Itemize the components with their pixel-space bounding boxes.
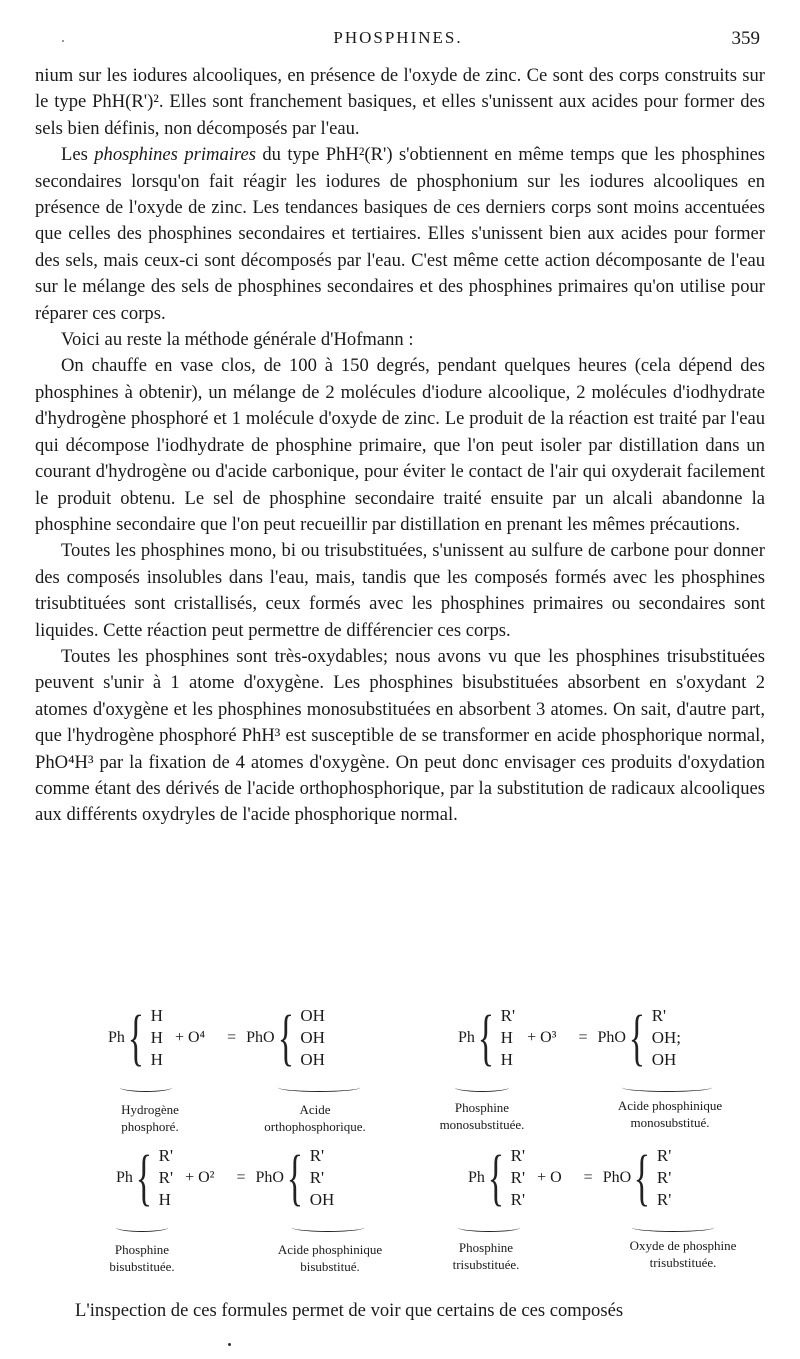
rhs-symbol: PhO	[602, 1169, 632, 1186]
lhs-groups	[497, 1005, 515, 1071]
group: H	[500, 1050, 513, 1069]
left-brace: {	[277, 1004, 294, 1072]
equals-sign: =	[578, 1029, 588, 1046]
underbrace	[116, 1223, 168, 1232]
group: R'	[656, 1146, 672, 1165]
oxygen-term: + O³	[527, 1029, 557, 1046]
paragraph-intro: Les	[61, 144, 95, 166]
group: H	[500, 1028, 513, 1047]
rhs-symbol: PhO	[246, 1029, 275, 1046]
caption	[416, 1239, 556, 1273]
group: R'	[309, 1146, 325, 1165]
caption	[72, 1241, 212, 1275]
group: R'	[656, 1190, 672, 1209]
caption	[412, 1099, 552, 1133]
left-brace: {	[628, 1004, 646, 1072]
caption-line: Oxyde de phosphine	[629, 1238, 737, 1253]
formula-block	[30, 1005, 770, 1285]
caption-line: monosubstituée.	[439, 1117, 525, 1132]
caption-line: monosubstitué.	[630, 1115, 710, 1130]
rhs-groups	[653, 1145, 671, 1211]
paragraph	[35, 142, 765, 327]
paragraph-body: du type PhH²(R') s'obtiennent en même temps que les phosphines secondaires lorsqu'on fait réagir les iodures de phosphonium sur les iodures alcooliques en présence de l'oxyde de zinc. Les tendances basiques de ces derniers corps sont moins accentuées que celles des phosphines secondaires et tertiaires. Elles s'unissent bien aux acides pour former des sels, mais ceux-ci sont décomposés par l'eau. C'est même cette action décomposante de l'eau sur le mélange des sels de phosphines secondaires et des phosphines primaires qu'on utilise pour réparer ces corps.	[35, 144, 765, 324]
group: R'	[510, 1190, 526, 1209]
chemical-equation	[458, 1005, 681, 1071]
oxygen-term: + O⁴	[174, 1029, 206, 1046]
group: R'	[158, 1168, 174, 1187]
paragraph: Toutes les phosphines sont très-oxydables; nous avons vu que les phosphines trisubstituées peuvent s'unir à 1 atome d'oxygène. Les phosphines bisubstituées absorbent en s'oxydant 2 atomes d'oxygène et les phosphines monosubstituées en absorbent 3 atomes. On sait, d'autre part, que l'hydrogène phosphoré PhH³ est susceptible de se transformer en acide phosphorique normal, PhO⁴H³ par la fixation de 4 atomes d'oxygène. On peut donc envisager ces produits d'oxydation comme étant des dérivés de l'acide orthophosphorique, par la substitution de radicaux alcooliques aux différents oxydryles de l'acide phosphorique normal.	[35, 645, 765, 826]
caption-line: Acide phosphinique	[277, 1242, 383, 1257]
lhs-symbol: Ph	[108, 1029, 125, 1046]
group: OH	[300, 1050, 325, 1069]
header-title: PHOSPHINES.	[333, 28, 463, 47]
caption-line: Phosphine	[114, 1242, 170, 1257]
left-brace: {	[127, 1004, 144, 1072]
emphasis-term: phosphines primaires	[94, 144, 256, 166]
left-brace: {	[487, 1144, 504, 1212]
page-number: 359	[731, 28, 760, 49]
underbrace	[120, 1083, 172, 1092]
rhs-groups	[648, 1005, 681, 1071]
caption-line: Acide phosphinique	[617, 1098, 723, 1113]
underbrace	[632, 1223, 714, 1232]
lhs-symbol: Ph	[116, 1169, 133, 1186]
group: R'	[158, 1146, 174, 1165]
rhs-symbol: PhO	[597, 1029, 626, 1046]
group: OH	[300, 1006, 325, 1025]
left-brace: {	[135, 1144, 152, 1212]
group: H	[150, 1006, 163, 1025]
underbrace	[455, 1083, 509, 1092]
group: R'	[309, 1168, 325, 1187]
caption-line: Acide	[299, 1102, 331, 1117]
caption	[585, 1097, 755, 1131]
underbrace	[278, 1083, 360, 1092]
group: OH;	[651, 1028, 681, 1047]
caption-line: orthophosphorique.	[264, 1119, 366, 1134]
lhs-groups	[147, 1005, 163, 1071]
caption-line: Phosphine	[454, 1100, 510, 1115]
group: R'	[651, 1006, 667, 1025]
oxygen-term: + O	[537, 1169, 562, 1186]
rhs-groups	[306, 1145, 335, 1211]
paragraph: Voici au reste la méthode générale d'Hofmann :	[61, 329, 414, 351]
caption-line: bisubstituée.	[109, 1259, 175, 1274]
paragraph: Toutes les phosphines mono, bi ou trisubstituées, s'unissent au sulfure de carbone pour donner des composés insolubles dans l'eau, mais, tandis que les composés formés avec les phosphines trisubtituées sont cristallisés, ceux formés avec les phosphines primaires ou secondaires sont liquides. Cette réaction peut permettre de différencier ces corps.	[35, 540, 765, 641]
caption-line: Phosphine	[458, 1240, 514, 1255]
caption-line: phosphoré.	[121, 1119, 179, 1134]
rhs-groups	[296, 1005, 325, 1071]
lhs-groups	[155, 1145, 173, 1211]
ink-speck	[228, 1343, 231, 1346]
equals-sign: =	[227, 1029, 237, 1046]
paragraph: On chauffe en vase clos, de 100 à 150 degrés, pendant quelques heures (cela dépend des phosphines à obtenir), un mélange de 2 molécules d'iodure alcoolique, 2 molécules d'iodhydrate d'hydrogène phosphoré et 1 molécule d'oxyde de zinc. Le produit de la réaction est traité par l'eau qui décompose l'iodhydrate de phosphine primaire, que l'on peut isoler par distillation dans un courant d'hydrogène ou d'acide carbonique, pour éviter le contact de l'air qui oxyderait facilement le produit obtenu. Le sel de phosphine secondaire traité ensuite par un alcali abandonne la phosphine secondaire que l'on peut recueillir par distillation en prenant les mêmes précautions.	[35, 355, 765, 535]
left-brace: {	[633, 1144, 651, 1212]
group: OH	[300, 1028, 325, 1047]
closing-line: L'inspection de ces formules permet de voir que certains de ces composés	[75, 1300, 624, 1321]
group: H	[150, 1028, 163, 1047]
chemical-equation	[108, 1005, 325, 1071]
group: R'	[510, 1146, 526, 1165]
equals-sign: =	[236, 1169, 246, 1186]
caption-line: bisubstitué.	[300, 1259, 360, 1274]
group: H	[150, 1050, 163, 1069]
group: R'	[656, 1168, 672, 1187]
group: R'	[500, 1006, 516, 1025]
underbrace	[458, 1223, 520, 1232]
left-brace: {	[477, 1004, 494, 1072]
body-text	[35, 63, 765, 829]
group: R'	[510, 1168, 526, 1187]
caption	[245, 1241, 415, 1275]
chemical-equation	[468, 1145, 671, 1211]
group: OH	[309, 1190, 335, 1209]
lhs-symbol: Ph	[458, 1029, 475, 1046]
caption-line: Hydrogène	[121, 1102, 179, 1117]
underbrace	[292, 1223, 364, 1232]
chemical-equation	[116, 1145, 334, 1211]
rhs-symbol: PhO	[255, 1169, 284, 1186]
underbrace	[622, 1083, 712, 1092]
lhs-symbol: Ph	[468, 1169, 485, 1186]
group: H	[158, 1190, 171, 1209]
lhs-groups	[507, 1145, 525, 1211]
left-brace: {	[286, 1144, 304, 1212]
caption	[598, 1237, 768, 1271]
oxygen-term: + O²	[185, 1169, 215, 1186]
caption-line: trisubstituée.	[649, 1255, 717, 1270]
equals-sign: =	[583, 1169, 593, 1186]
group: OH	[651, 1050, 677, 1069]
caption	[230, 1101, 400, 1135]
caption	[80, 1101, 220, 1135]
caption-line: trisubstituée.	[452, 1257, 520, 1272]
paragraph: nium sur les iodures alcooliques, en présence de l'oxyde de zinc. Ce sont des corps construits sur le type PhH(R')². Elles sont franchement basiques, et elles s'unissent aux acides pour former des sels bien définis, non décomposés par l'eau.	[35, 65, 765, 139]
running-head	[36, 28, 760, 54]
